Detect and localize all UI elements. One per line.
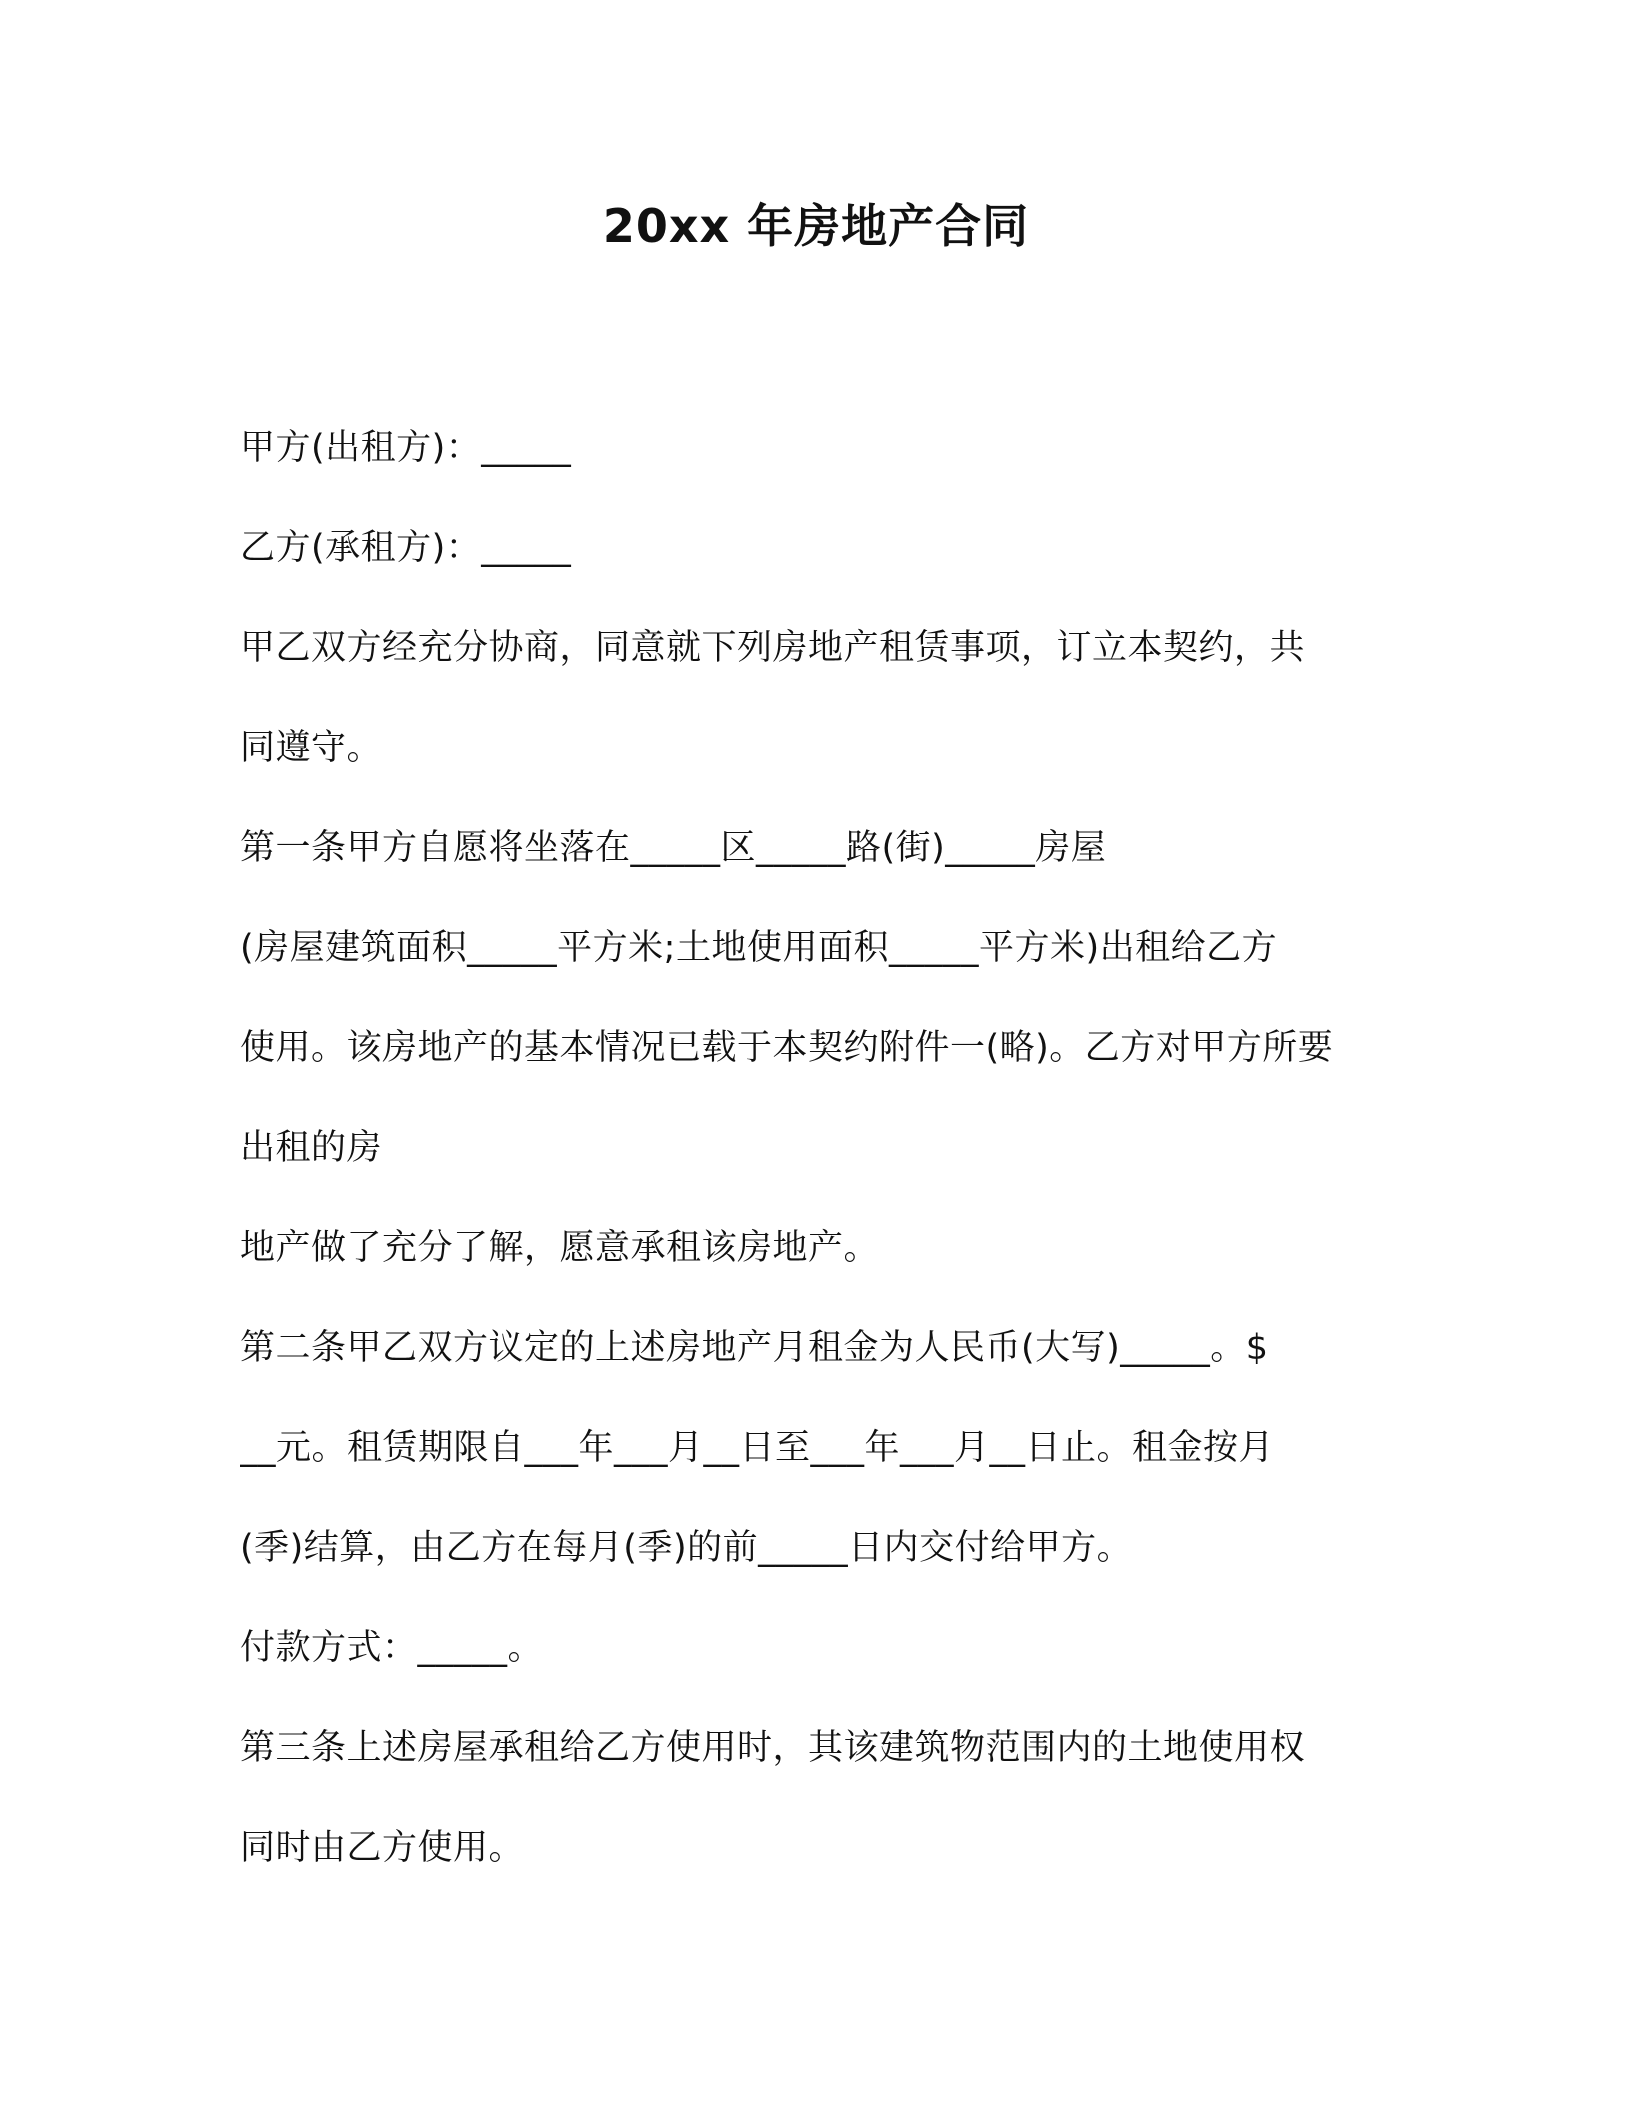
text-line-article-2: 第二条甲乙双方议定的上述房地产月租金为人民币(大写)_____。$ xyxy=(240,1328,1269,1368)
text-line: 同时由乙方使用。 xyxy=(240,1828,525,1868)
text-line: 使用。该房地产的基本情况已载于本契约附件一(略)。乙方对甲方所要 xyxy=(240,1028,1334,1068)
text-line: (房屋建筑面积_____平方米;土地使用面积_____平方米)出租给乙方 xyxy=(240,928,1278,968)
text-line-party-b: 乙方(承租方)：_____ xyxy=(240,528,572,568)
text-line: 出租的房 xyxy=(240,1128,383,1168)
text-line: (季)结算，由乙方在每月(季)的前_____日内交付给甲方。 xyxy=(240,1528,1133,1568)
text-line-article-3: 第三条上述房屋承租给乙方使用时，其该建筑物范围内的土地使用权 xyxy=(240,1728,1306,1768)
text-line-payment-method: 付款方式：_____。 xyxy=(240,1628,544,1668)
text-line: __元。租赁期限自___年___月__日至___年___月__日止。租金按月 xyxy=(240,1428,1275,1468)
text-line: 同遵守。 xyxy=(240,728,383,768)
text-line-article-1: 第一条甲方自愿将坐落在_____区_____路(街)_____房屋 xyxy=(240,828,1107,868)
text-line: 甲乙双方经充分协商，同意就下列房地产租赁事项，订立本契约，共 xyxy=(240,628,1306,668)
text-line: 地产做了充分了解，愿意承租该房地产。 xyxy=(240,1228,880,1268)
text-line-party-a: 甲方(出租方)：_____ xyxy=(240,428,572,468)
document-title: 20xx 年房地产合同 xyxy=(602,199,1030,253)
